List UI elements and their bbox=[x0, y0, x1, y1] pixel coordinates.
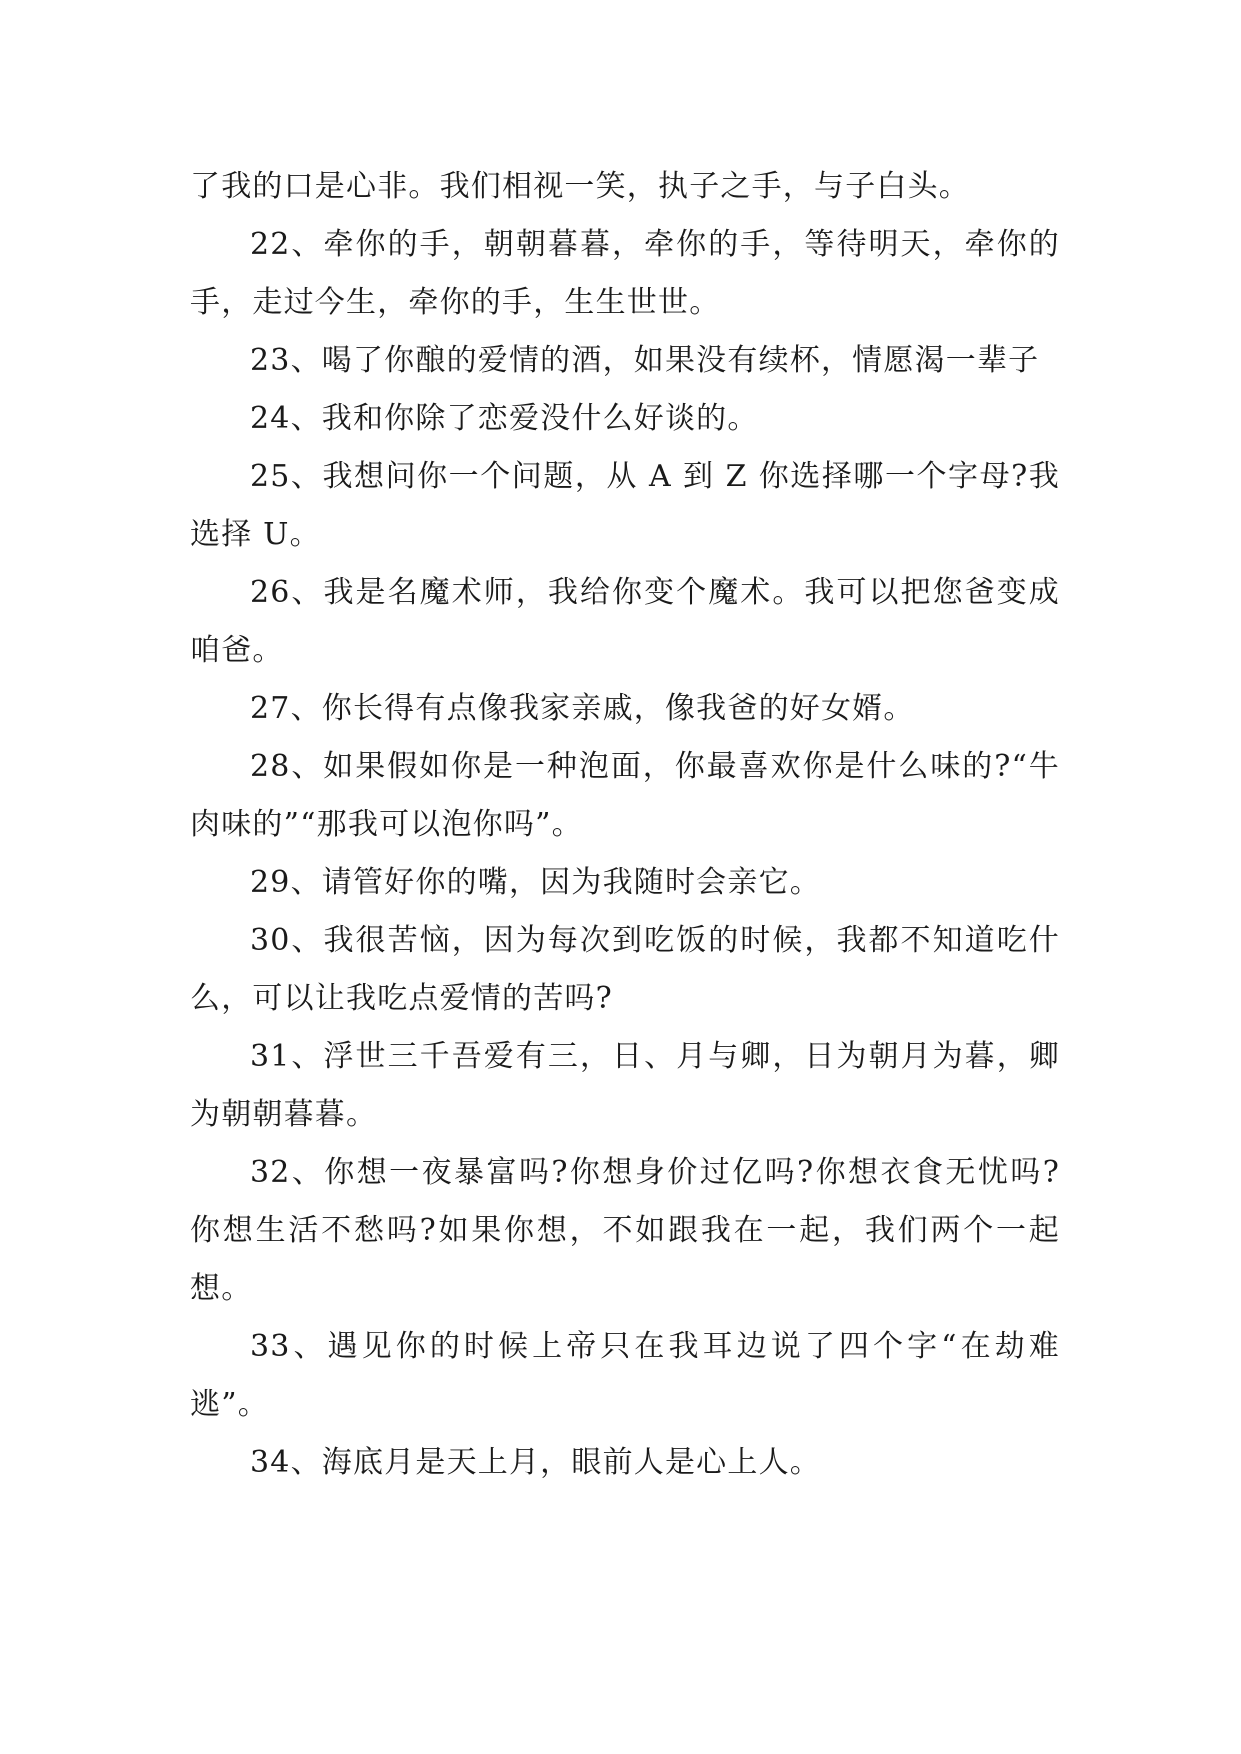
paragraph-item-28: 28、如果假如你是一种泡面，你最喜欢你是什么味的?“牛肉味的”“那我可以泡你吗”。 bbox=[190, 749, 1060, 842]
paragraph-item-26: 26、我是名魔术师，我给你变个魔术。我可以把您爸变成咱爸。 bbox=[190, 575, 1060, 668]
paragraph-item-25: 25、我想问你一个问题，从 A 到 Z 你选择哪一个字母?我选择 U。 bbox=[190, 459, 1060, 552]
paragraph-continuation: 了我的口是心非。我们相视一笑，执子之手，与子白头。 bbox=[190, 169, 970, 204]
paragraph-item-31: 31、浮世三千吾爱有三，日、月与卿，日为朝月为暮，卿为朝朝暮暮。 bbox=[190, 1039, 1060, 1132]
paragraph-item-22: 22、牵你的手，朝朝暮暮，牵你的手，等待明天，牵你的手，走过今生，牵你的手，生生世世。 bbox=[190, 227, 1060, 320]
document-body bbox=[190, 158, 1060, 1492]
paragraph-item-30: 30、我很苦恼，因为每次到吃饭的时候，我都不知道吃什么，可以让我吃点爱情的苦吗? bbox=[190, 923, 1060, 1016]
paragraph-item-34: 34、海底月是天上月，眼前人是心上人。 bbox=[250, 1445, 821, 1480]
paragraph-item-27: 27、你长得有点像我家亲戚，像我爸的好女婿。 bbox=[250, 691, 915, 726]
paragraph-item-33: 33、遇见你的时候上帝只在我耳边说了四个字“在劫难逃”。 bbox=[190, 1329, 1060, 1422]
paragraph-item-23: 23、喝了你酿的爱情的酒，如果没有续杯，情愿渴一辈子 bbox=[250, 343, 1040, 378]
paragraph-item-24: 24、我和你除了恋爱没什么好谈的。 bbox=[250, 401, 759, 436]
paragraph-item-29: 29、请管好你的嘴，因为我随时会亲它。 bbox=[250, 865, 821, 900]
paragraph-item-32: 32、你想一夜暴富吗?你想身价过亿吗?你想衣食无忧吗?你想生活不愁吗?如果你想，不如跟我在一起，我们两个一起想。 bbox=[190, 1155, 1060, 1306]
